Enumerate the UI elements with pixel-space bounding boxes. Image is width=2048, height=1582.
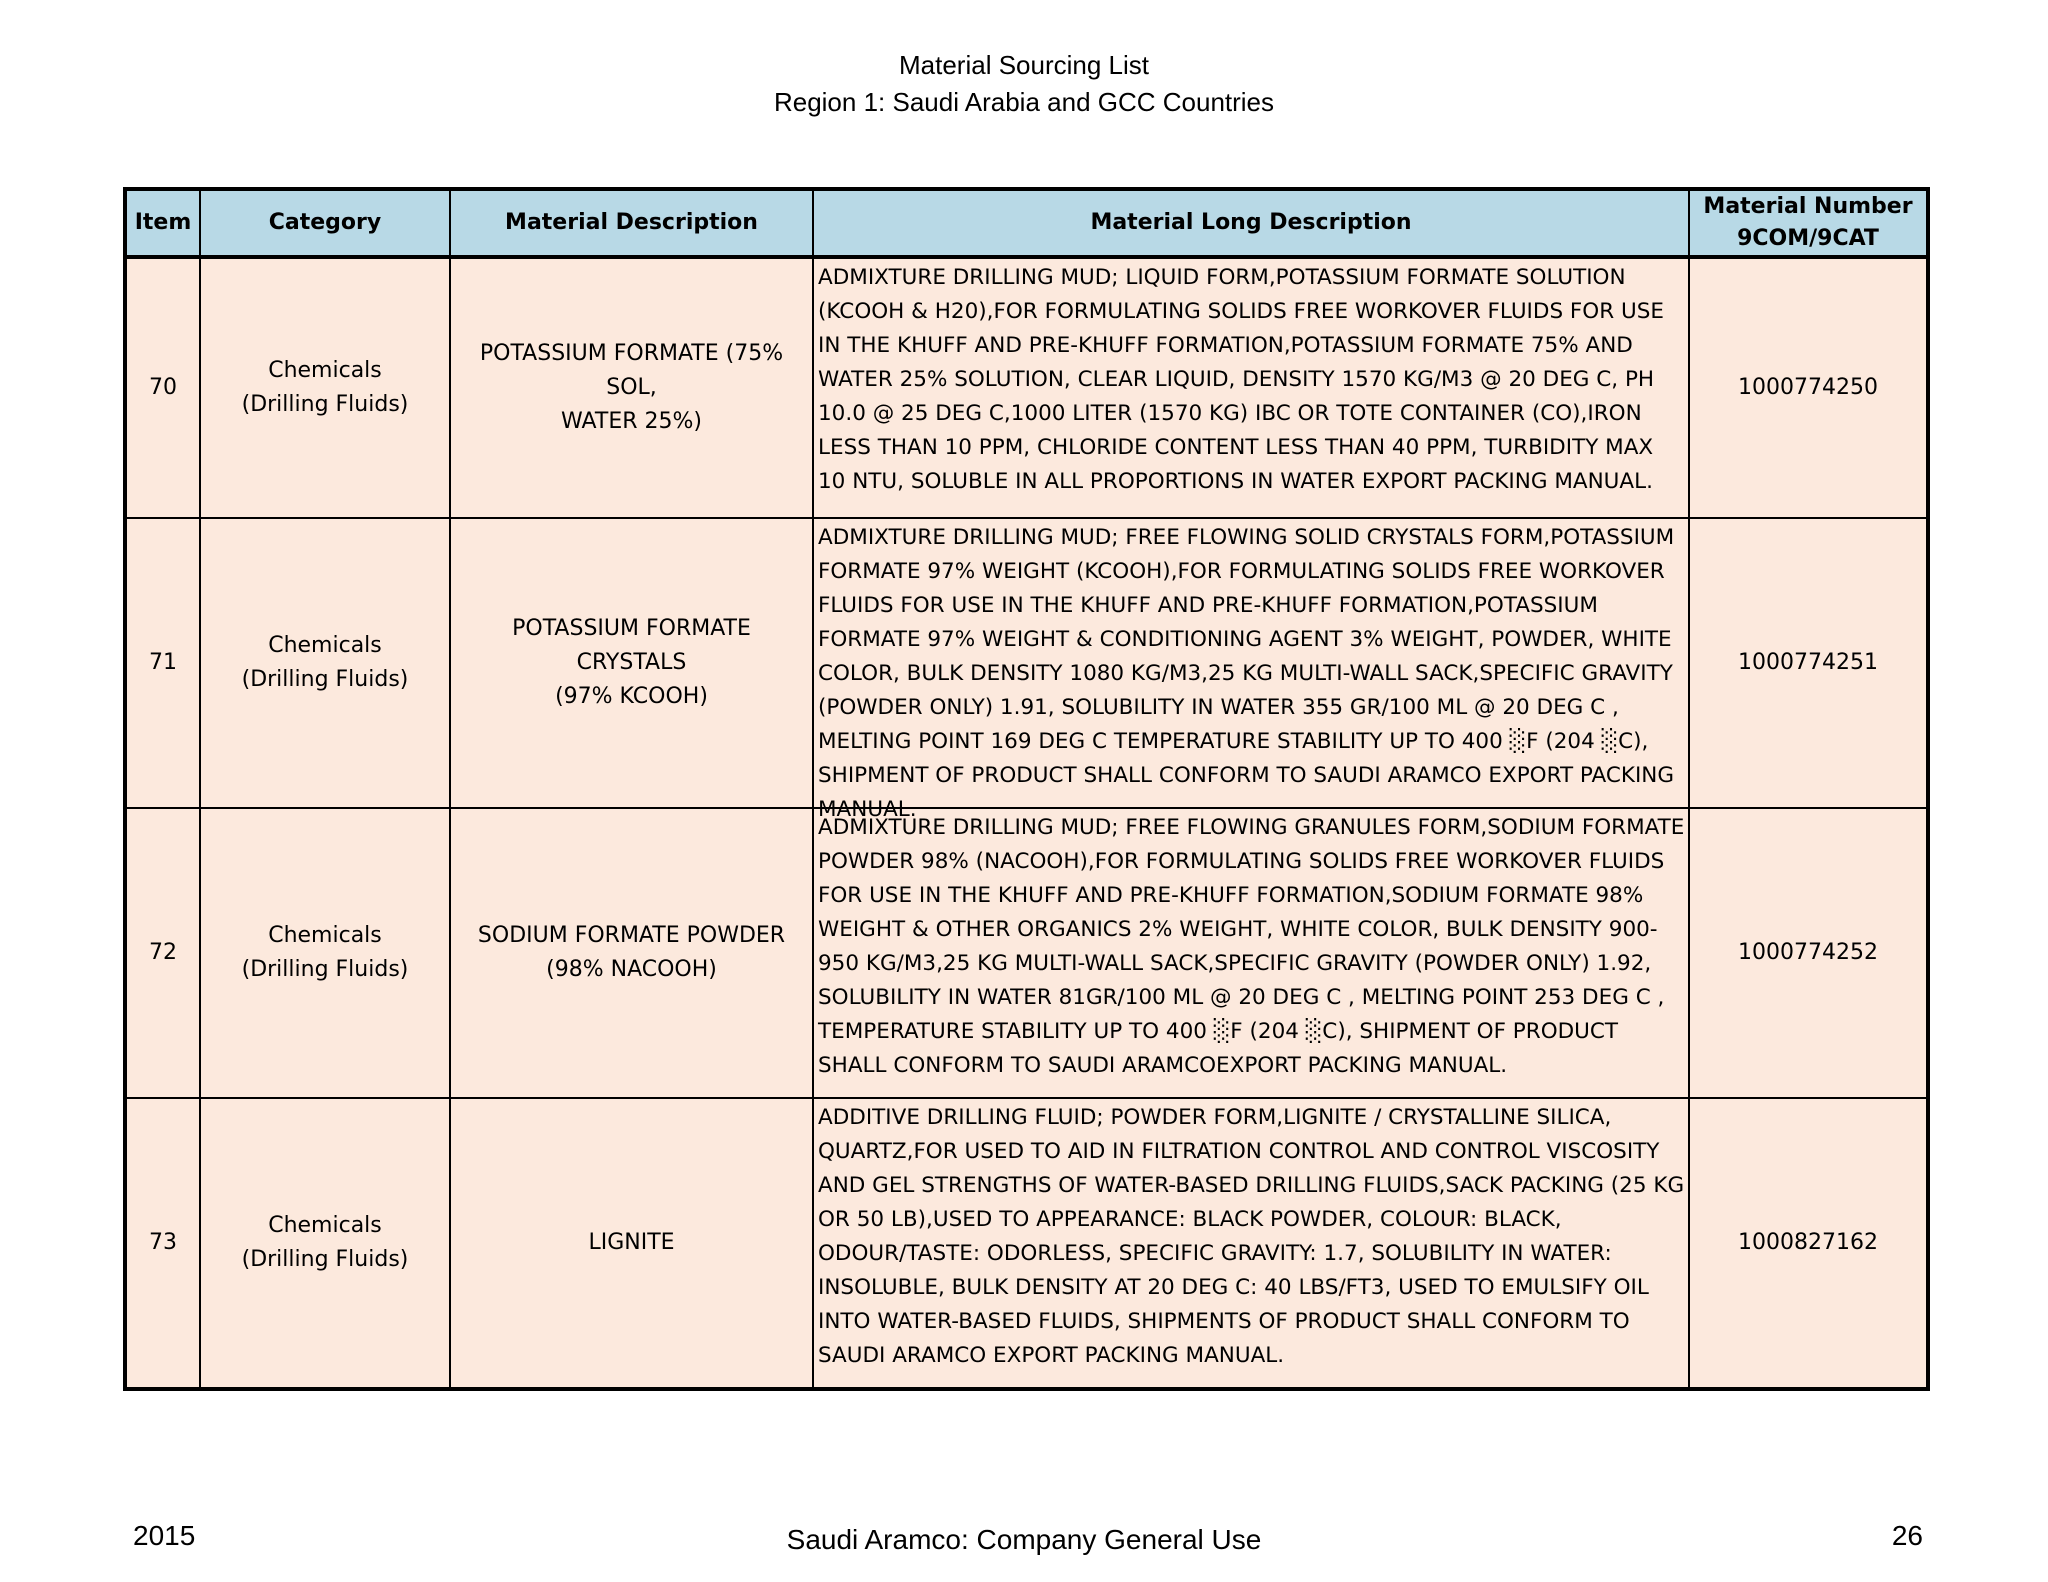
long-description-text: ADMIXTURE DRILLING MUD; FREE FLOWING GRANULES FORM,SODIUM FORMATE POWDER 98% (NACOOH),FOR FORMULATING SOLIDS FREE WORKOVER FLUIDS FOR USE IN THE KHUFF AND PRE-KHUFF FORMATION,SODIUM FORMATE 98% WEIGHT & OTHER ORGANICS 2% WEIGHT, WHITE COLOR, BULK DENSITY 900-950 KG/M3,25 KG MULTI-WALL SACK,SPECIFIC GRAVITY (POWDER ONLY) 1.92, SOLUBILITY IN WATER 81GR/100 ML @ 20 DEG C , MELTING POINT 253 DEG C , TEMPERATURE STABILITY UP TO 400 ░F (204 ░C), SHIPMENT OF PRODUCT SHALL CONFORM TO SAUDI ARAMCOEXPORT PACKING MANUAL. (818, 815, 1685, 1078)
category-line2: (Drilling Fluids) (241, 957, 409, 982)
cell-item: 71 (125, 518, 200, 808)
table-row (125, 808, 1928, 1098)
table-row (125, 518, 1928, 808)
header-material-description: Material Description (450, 189, 813, 257)
footer-classification: Saudi Aramco: Company General Use (786, 1524, 1262, 1555)
cell-category (200, 808, 450, 1098)
description-line2: (97% KCOOH) (555, 684, 708, 709)
cell-material-number: 1000774252 (1689, 808, 1928, 1098)
table-header-row (125, 189, 1928, 257)
header-material-number (1689, 189, 1928, 257)
material-sourcing-table (123, 187, 1930, 1391)
cell-long-description (813, 257, 1689, 518)
cell-category (200, 257, 450, 518)
cell-long-description (813, 808, 1689, 1098)
category-line1: Chemicals (268, 358, 382, 383)
cell-long-description (813, 1098, 1689, 1389)
description-line2: (98% NACOOH) (546, 957, 717, 982)
cell-item: 73 (125, 1098, 200, 1389)
category-line2: (Drilling Fluids) (241, 667, 409, 692)
cell-category (200, 1098, 450, 1389)
cell-material-description (450, 257, 813, 518)
cell-material-number: 1000827162 (1689, 1098, 1928, 1389)
long-description-text: ADDITIVE DRILLING FLUID; POWDER FORM,LIGNITE / CRYSTALLINE SILICA, QUARTZ,FOR USED TO AID IN FILTRATION CONTROL AND CONTROL VISCOSITY AND GEL STRENGTHS OF WATER-BASED DRILLING FLUIDS,SACK PACKING (25 KG OR 50 LB),USED TO APPEARANCE: BLACK POWDER, COLOUR: BLACK, ODOUR/TASTE: ODORLESS, SPECIFIC GRAVITY: 1.7, SOLUBILITY IN WATER: INSOLUBLE, BULK DENSITY AT 20 DEG C: 40 LBS/FT3, USED TO EMULSIFY OIL INTO WATER-BASED FLUIDS, SHIPMENTS OF PRODUCT SHALL CONFORM TO SAUDI ARAMCO EXPORT PACKING MANUAL. (818, 1105, 1685, 1368)
cell-material-description (450, 808, 813, 1098)
cell-material-description (450, 1098, 813, 1389)
cell-material-description (450, 518, 813, 808)
footer-page-number: 26 (1891, 1520, 1923, 1551)
description-line2: WATER 25%) (561, 409, 702, 434)
document-subtitle: Region 1: Saudi Arabia and GCC Countries (773, 87, 1275, 117)
header-category: Category (200, 189, 450, 257)
category-line1: Chemicals (268, 633, 382, 658)
long-description-text: ADMIXTURE DRILLING MUD; FREE FLOWING SOLID CRYSTALS FORM,POTASSIUM FORMATE 97% WEIGHT (KCOOH),FOR FORMULATING SOLIDS FREE WORKOVER FLUIDS FOR USE IN THE KHUFF AND PRE-KHUFF FORMATION,POTASSIUM FORMATE 97% WEIGHT & CONDITIONING AGENT 3% WEIGHT, POWDER, WHITE COLOR, BULK DENSITY 1080 KG/M3,25 KG MULTI-WALL SACK,SPECIFIC GRAVITY (POWDER ONLY) 1.91, SOLUBILITY IN WATER 355 GR/100 ML @ 20 DEG C , MELTING POINT 169 DEG C TEMPERATURE STABILITY UP TO 400 ░F (204 ░C), SHIPMENT OF PRODUCT SHALL CONFORM TO SAUDI ARAMCO EXPORT PACKING MANUAL. (818, 525, 1675, 822)
header-item: Item (125, 189, 200, 257)
description-line1: POTASSIUM FORMATE (75% SOL, (479, 341, 784, 400)
cell-category (200, 518, 450, 808)
cell-material-number: 1000774251 (1689, 518, 1928, 808)
document-title: Material Sourcing List (899, 50, 1149, 80)
table-row (125, 257, 1928, 518)
long-description-text: ADMIXTURE DRILLING MUD; LIQUID FORM,POTASSIUM FORMATE SOLUTION (KCOOH & H20),FOR FORMULATING SOLIDS FREE WORKOVER FLUIDS FOR USE IN THE KHUFF AND PRE-KHUFF FORMATION,POTASSIUM FORMATE 75% AND WATER 25% SOLUTION, CLEAR LIQUID, DENSITY 1570 KG/M3 @ 20 DEG C, PH 10.0 @ 25 DEG C,1000 LITER (1570 KG) IBC OR TOTE CONTAINER (CO),IRON LESS THAN 10 PPM, CHLORIDE CONTENT LESS THAN 40 PPM, TURBIDITY MAX 10 NTU, SOLUBLE IN ALL PROPORTIONS IN WATER EXPORT PACKING MANUAL. (818, 265, 1664, 494)
description-line1: LIGNITE (588, 1230, 675, 1255)
table-row (125, 1098, 1928, 1389)
header-material-number-line1: Material Number (1703, 194, 1913, 219)
description-line1: POTASSIUM FORMATE CRYSTALS (512, 616, 751, 675)
header-material-number-line2: 9COM/9CAT (1737, 226, 1879, 251)
description-line1: SODIUM FORMATE POWDER (477, 923, 786, 948)
cell-long-description (813, 518, 1689, 822)
cell-item: 70 (125, 257, 200, 518)
cell-item: 72 (125, 808, 200, 1098)
category-line2: (Drilling Fluids) (241, 1247, 409, 1272)
category-line2: (Drilling Fluids) (241, 392, 409, 417)
category-line1: Chemicals (268, 1213, 382, 1238)
category-line1: Chemicals (268, 923, 382, 948)
header-material-long-description: Material Long Description (813, 189, 1689, 257)
cell-material-number: 1000774250 (1689, 257, 1928, 518)
footer-year: 2015 (133, 1520, 196, 1551)
